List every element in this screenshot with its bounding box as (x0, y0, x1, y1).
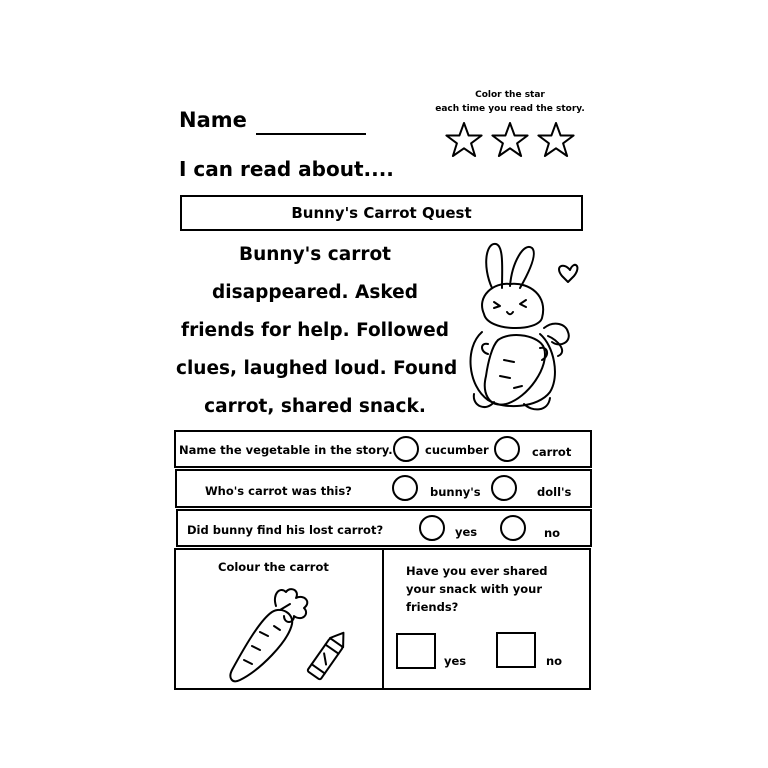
story-text (176, 236, 458, 426)
question-text: Name the vegetable in the story. (179, 443, 393, 457)
answer-option: yes (455, 525, 478, 539)
answer-circle[interactable] (393, 436, 419, 462)
story-line: Bunny's carrot (238, 244, 392, 265)
answer-circle[interactable] (419, 515, 445, 541)
question-text: Who's carrot was this? (205, 484, 352, 498)
share-snack-question (406, 562, 576, 616)
name-label: Name (179, 108, 247, 132)
answer-option: no (544, 526, 561, 540)
answer-option: carrot (532, 445, 572, 459)
star-icon[interactable] (492, 123, 527, 156)
answer-option: doll's (537, 485, 572, 499)
answer-option: cucumber (425, 443, 489, 457)
story-line: disappeared. Asked (212, 282, 418, 303)
carrot-icon (230, 610, 292, 681)
bunny-illustration (458, 236, 586, 416)
yes-label: yes (444, 654, 467, 668)
no-checkbox[interactable] (496, 632, 536, 668)
answer-option: bunny's (430, 485, 481, 499)
star-instruction-line-2: each time you read the story. (435, 104, 585, 114)
answer-circle[interactable] (500, 515, 526, 541)
no-label: no (546, 654, 563, 668)
share-question-line: Have you ever shared (406, 564, 548, 578)
story-title: Bunny's Carrot Quest (180, 195, 583, 231)
star-instruction (430, 88, 590, 116)
answer-circle[interactable] (392, 475, 418, 501)
story-line: carrot, shared snack. (204, 396, 426, 417)
star-rating (444, 121, 576, 161)
answer-circle[interactable] (491, 475, 517, 501)
name-write-line[interactable] (256, 133, 366, 135)
star-instruction-line-1: Color the star (475, 90, 545, 100)
yes-checkbox[interactable] (396, 633, 436, 669)
story-line: friends for help. Followed (181, 320, 449, 341)
crayon-icon (307, 628, 350, 680)
share-question-line: your snack with your (406, 582, 543, 596)
story-line: clues, laughed loud. Found (176, 358, 458, 379)
star-icon[interactable] (446, 123, 481, 156)
question-text: Did bunny find his lost carrot? (187, 523, 384, 537)
share-question-line: friends? (406, 600, 459, 614)
carrot-illustration[interactable] (220, 582, 380, 688)
star-icon[interactable] (538, 123, 573, 156)
answer-circle[interactable] (494, 436, 520, 462)
colour-carrot-label: Colour the carrot (218, 560, 329, 574)
heart-icon (559, 265, 577, 282)
read-about-heading: I can read about.... (179, 157, 394, 181)
